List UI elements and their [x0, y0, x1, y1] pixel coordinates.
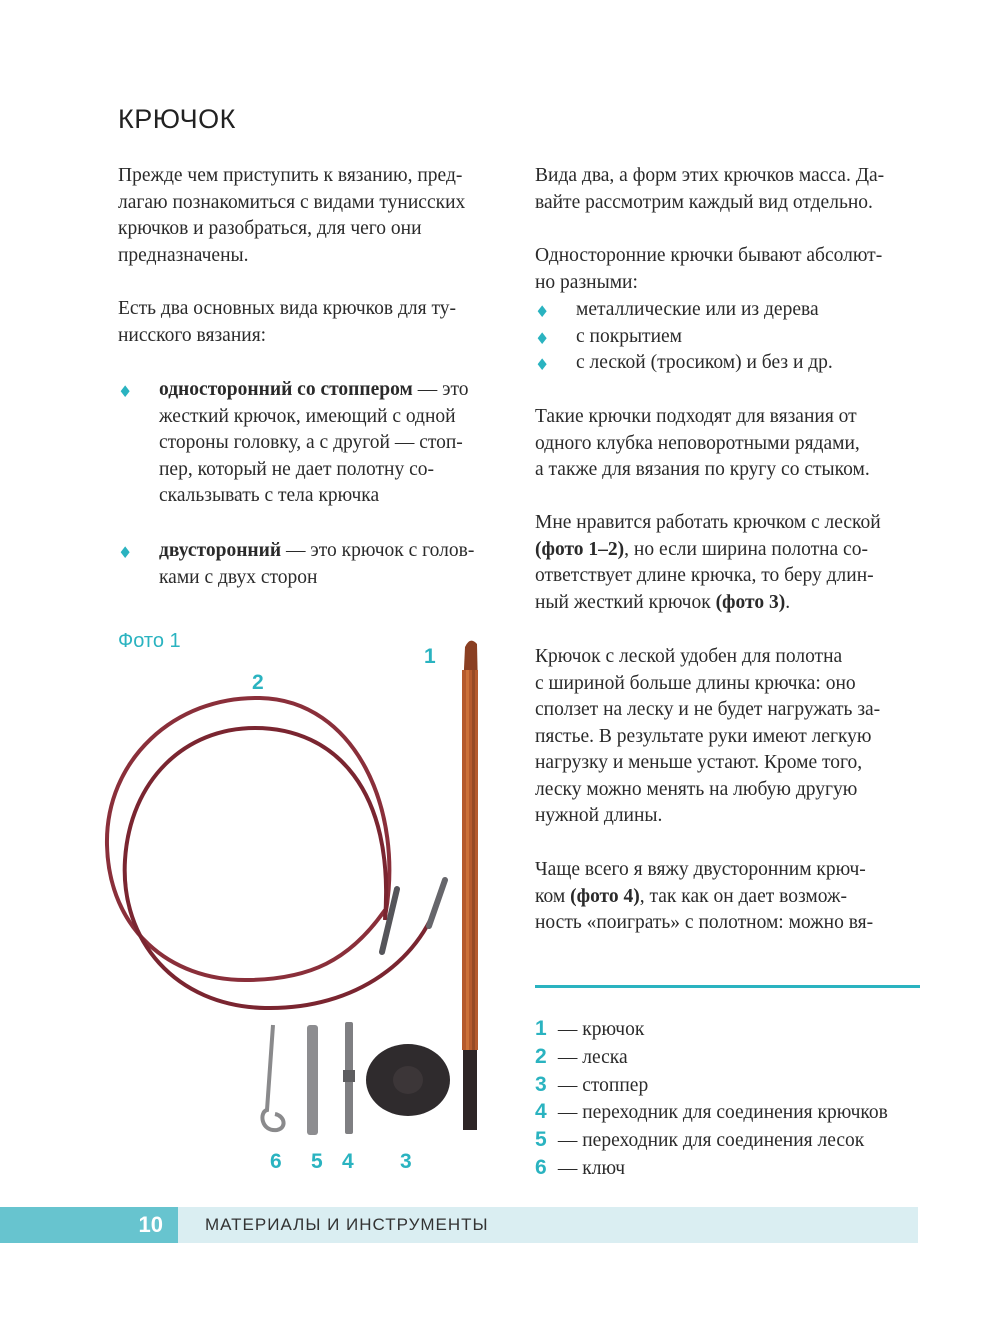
legend-item: 4 — переходник для соединения крючков — [535, 1100, 888, 1124]
legend-item: 2 — леска — [535, 1044, 628, 1068]
legend-item: 3 — стоппер — [535, 1072, 649, 1096]
callout-key: 6 — [270, 1150, 282, 1173]
legend-item: 5 — переходник для соединения лесок — [535, 1128, 865, 1152]
right-paragraph-2: Односторонние крючки бывают абсолют- но разными: — [535, 245, 883, 293]
callout-adapter-cables: 5 — [311, 1150, 323, 1173]
right-paragraph-5: Крючок с леской удобен для полотна с шириной больше длины крючка: оно сползет на леску и не будет нагружать за- пястье. В результате руки имеют легкую нагрузку и меньше устают. Кроме того, леску можно менять на любую другую нужной длины. — [535, 646, 881, 826]
callout-adapter-hooks: 4 — [342, 1150, 354, 1173]
callout-hook: 1 — [424, 645, 436, 668]
diamond-bullet-icon: ♦ — [118, 543, 133, 562]
bullet-double-ended: ♦ двусторонний — это крючок с голов- ками с двух сторон — [118, 540, 475, 588]
running-footer-section: МАТЕРИАЛЫ И ИНСТРУМЕНТЫ — [205, 1215, 489, 1234]
figure-label: Фото 1 — [118, 630, 181, 652]
diamond-bullet-icon: ♦ — [535, 328, 550, 348]
cable-loop-inner — [125, 728, 442, 1008]
cable-loop-outer — [107, 698, 389, 980]
intro-paragraph: Прежде чем приступить к вязанию, пред- лагаю познакомиться с видами тунисских крючков и разобраться, для чего они предназначены. — [118, 165, 466, 266]
hook-body — [462, 670, 478, 1050]
legend-divider — [535, 985, 920, 988]
diamond-bullet-icon: ♦ — [535, 355, 550, 374]
legend-item: 1 — крючок — [535, 1017, 645, 1040]
key-part — [262, 1025, 283, 1130]
diamond-bullet-icon: ♦ — [118, 382, 133, 401]
right-paragraph-3: Такие крючки подходят для вязания от одного клубка неповоротными рядами, а также для вязания по кругу со стыком. — [535, 406, 870, 480]
adapter-cables-part — [307, 1025, 318, 1135]
photo-hook-set — [95, 630, 515, 1190]
page-number: 10 — [0, 1207, 178, 1243]
cable-connector-2 — [429, 880, 445, 926]
page-title: КРЮЧОК — [118, 104, 236, 134]
right-paragraph-4: Мне нравится работать крючком с леской (фото 1–2), но если ширина полотна со- ответствует длине крючка, то беру длин- ный жесткий крючок (фото 3). — [535, 512, 881, 613]
legend-item: 6 — ключ — [535, 1155, 626, 1179]
right-paragraph-6: Чаще всего я вяжу двусторонним крюч- ком (фото 4), так как он дает возмож- ность «поиграть» с полотном: можно вя- — [535, 859, 874, 933]
right-paragraph-1: Вида два, а форм этих крючков масса. Да- вайте рассмотрим каждый вид отдельно. — [535, 165, 885, 213]
figure-legend — [535, 1016, 920, 1183]
hook-variants-list: ♦ металлические или из дерева ♦ с покрытием ♦ с леской (тросиком) и без и др. — [535, 297, 920, 377]
hook-end — [463, 1050, 477, 1130]
bullet-single-ended: ♦ односторонний со стоппером — это жесткий крючок, имеющий с одной стороны головку, а с другой — стоп- пер, который не дает полотну со- скальзывать с тела крючка — [118, 379, 469, 506]
diamond-bullet-icon: ♦ — [535, 302, 550, 321]
callout-stopper: 3 — [400, 1150, 412, 1173]
callout-cable: 2 — [252, 671, 264, 694]
types-intro-paragraph: Есть два основных вида крючков для ту- нисского вязания: — [118, 298, 456, 346]
